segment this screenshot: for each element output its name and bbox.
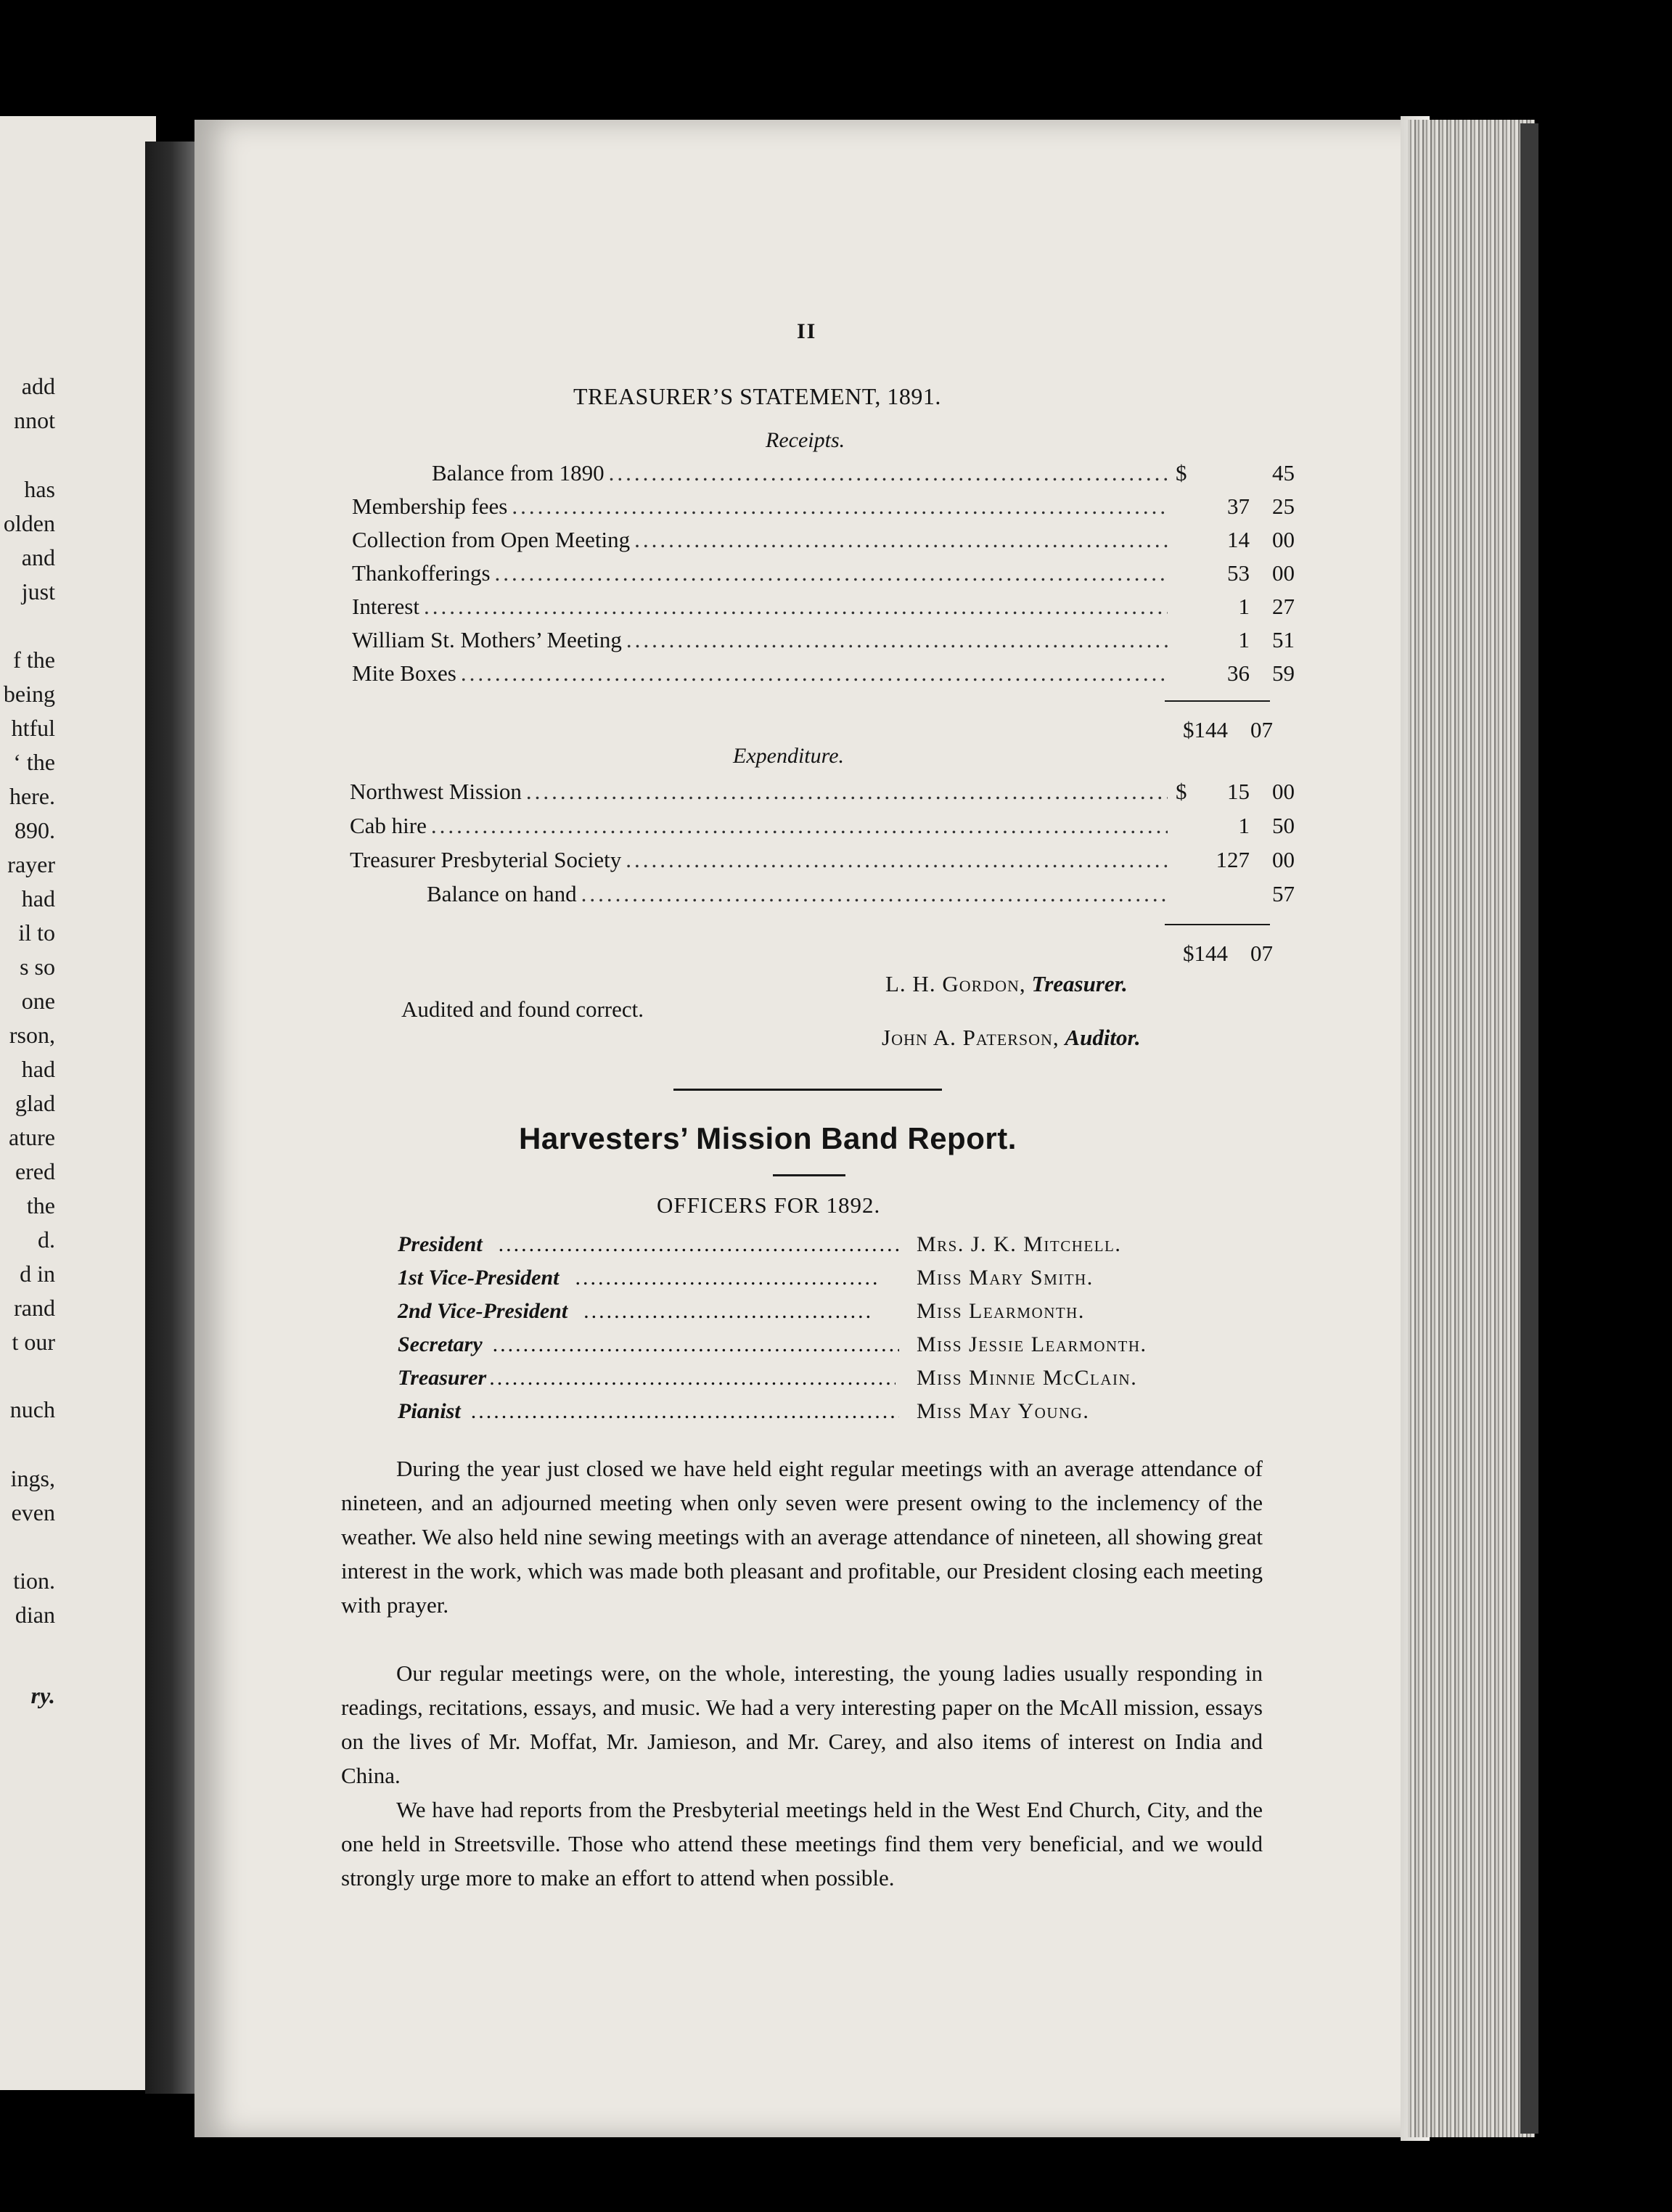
receipt-amount (1176, 460, 1295, 489)
leader-dots (499, 1232, 901, 1257)
expenditure-row (350, 813, 1172, 842)
audited-note: Audited and found correct. (401, 996, 644, 1022)
leader-dots (626, 847, 1168, 873)
treasurer-statement-title: TREASURER’S STATEMENT, 1891. (573, 383, 941, 409)
total-rule (1165, 924, 1270, 925)
officers-heading: OFFICERS FOR 1892. (657, 1192, 881, 1218)
officer-role: 1st Vice-President (398, 1266, 560, 1290)
receipt-label: Mite Boxes (352, 660, 456, 686)
amount-dollars: 1 (1238, 813, 1250, 838)
expenditure-amount (1176, 847, 1295, 876)
officer-row (398, 1232, 1210, 1266)
officer-name: Miss May Young. (917, 1399, 1090, 1423)
left-fragment: nnot (14, 407, 55, 433)
receipt-row (352, 493, 1172, 523)
left-fragment: even (11, 1499, 55, 1525)
left-fragment: ry. (30, 1682, 55, 1708)
left-fragment: olden (3, 510, 55, 536)
officer-role: 2nd Vice-President (398, 1299, 568, 1323)
officer-name: Miss Jessie Learmonth. (917, 1332, 1147, 1356)
officer-name: Miss Learmonth. (917, 1299, 1085, 1323)
report-paragraph: Our regular meetings were, on the whole, interesting, the young ladies usually responding in readings, recitations, essays, and music. We had a very interesting paper on the McAll mission, essays on the lives of Mr. Moffat, Mr. Jamieson, and Mr. Carey, and also items of interest on India and China. (341, 1660, 1263, 1788)
amount-cents: 00 (1272, 847, 1295, 872)
amount-dollars: 37 (1227, 493, 1250, 519)
amount-dollars: 36 (1227, 660, 1250, 686)
officer-name: Miss Mary Smith. (917, 1266, 1094, 1290)
dollar-sign: $ (1176, 460, 1187, 486)
total-rule (1165, 700, 1270, 702)
auditor-signature (882, 1025, 1141, 1051)
amount-dollars: 1 (1238, 594, 1250, 619)
leader-dots (489, 1366, 896, 1390)
officer-name: Miss Minnie McClain. (917, 1366, 1138, 1390)
left-fragment: rand (14, 1295, 55, 1321)
receipt-label: Membership fees (352, 493, 508, 519)
leader-dots (583, 1299, 874, 1324)
leader-dots (424, 594, 1168, 620)
leader-dots (575, 1266, 880, 1290)
officer-name: Mrs. J. K. Mitchell. (917, 1232, 1122, 1256)
left-fragment: dian (15, 1602, 55, 1628)
total-dollars: $144 (1183, 941, 1228, 966)
amount-cents: 51 (1272, 627, 1295, 652)
left-fragment: d. (38, 1226, 55, 1253)
auditor-role: Auditor. (1065, 1025, 1141, 1050)
amount-cents: 00 (1272, 527, 1295, 552)
left-fragment: had (21, 1056, 55, 1082)
receipt-row (352, 660, 1172, 689)
book-page-edges (1408, 120, 1535, 2137)
receipt-amount (1176, 560, 1295, 589)
left-fragment: tion. (13, 1568, 55, 1594)
total-cents: 07 (1250, 941, 1273, 966)
officer-role: Pianist (398, 1399, 461, 1423)
amount-cents: 00 (1272, 560, 1295, 586)
receipt-row (352, 527, 1172, 556)
officer-role: President (398, 1232, 483, 1256)
receipt-amount (1176, 627, 1295, 656)
leader-dots (581, 881, 1168, 907)
receipt-amount (1176, 594, 1295, 623)
left-fragment: rayer (7, 851, 55, 877)
leader-dots (626, 627, 1168, 653)
expenditure-amount (1176, 813, 1295, 842)
amount-cents: 50 (1272, 813, 1295, 838)
receipt-row (352, 560, 1172, 589)
expenditure-row (427, 881, 1172, 910)
left-fragment: just (21, 578, 55, 605)
left-fragment: one (21, 988, 55, 1014)
receipt-label: Balance from 1890 (432, 460, 605, 486)
dollar-sign: $ (1176, 779, 1187, 804)
book-cover-edge (1520, 123, 1538, 2134)
officer-row (398, 1366, 1210, 1399)
amount-dollars: 14 (1227, 527, 1250, 552)
leader-dots (526, 779, 1168, 805)
left-fragment: being (3, 681, 55, 707)
receipt-row (432, 460, 1172, 489)
receipt-amount (1176, 493, 1295, 523)
amount-dollars: 53 (1227, 560, 1250, 586)
officer-role: Treasurer (398, 1366, 487, 1390)
amount-cents: 57 (1272, 881, 1295, 906)
left-fragment: had (21, 885, 55, 912)
expenditure-heading: Expenditure. (733, 744, 845, 768)
receipt-label: Thankofferings (352, 560, 491, 586)
report-paragraph: We have had reports from the Presbyterial meetings held in the West End Church, City, and the one held in Streetsville. Those who attend these meetings find them very beneficial, and we would strongly urge more to make an effort to attend when possible. (341, 1797, 1263, 1891)
left-fragment: ings, (10, 1465, 55, 1491)
band-report-title: Harvesters’ Mission Band Report. (519, 1121, 1017, 1155)
title-underline (773, 1174, 845, 1176)
report-paragraph: During the year just closed we have held eight regular meetings with an average attendance of nineteen, and an adjourned meeting when only seven were present owing to the inclemency of the weather. We also held nine sewing meetings with an average attendance of nineteen, all showing great interest in the work, which was made both pleasant and profitable, our President closing each meeting with prayer. (341, 1456, 1263, 1618)
expenditure-total (1170, 941, 1273, 970)
receipt-row (352, 627, 1172, 656)
receipt-amount (1176, 660, 1295, 689)
left-fragment: nuch (9, 1396, 55, 1422)
expenditure-row (350, 779, 1172, 808)
page-number: II (797, 319, 817, 343)
left-fragment: and (21, 544, 55, 570)
amount-dollars: 1 (1238, 627, 1250, 652)
amount-dollars: 15 (1227, 779, 1250, 804)
amount-dollars: 127 (1216, 847, 1250, 872)
receipt-label: William St. Mothers’ Meeting (352, 627, 622, 652)
left-fragment: s so (20, 954, 55, 980)
left-fragment: glad (15, 1090, 55, 1116)
total-cents: 07 (1250, 717, 1273, 742)
receipt-row (352, 594, 1172, 623)
treasurer-role: Treasurer. (1031, 971, 1128, 996)
expenditure-label: Northwest Mission (350, 779, 522, 804)
left-fragment: il to (18, 919, 55, 946)
receipts-heading: Receipts. (766, 428, 845, 452)
left-page-text-column (0, 0, 55, 2212)
left-fragment: d in (20, 1261, 55, 1287)
leader-dots (471, 1399, 899, 1424)
total-dollars: $144 (1183, 717, 1228, 742)
left-fragment: rson, (9, 1022, 55, 1048)
leader-dots (512, 493, 1168, 520)
treasurer-signature (885, 971, 1128, 997)
receipt-amount (1176, 527, 1295, 556)
amount-cents: 00 (1272, 779, 1295, 804)
officer-row (398, 1266, 1210, 1299)
leader-dots (634, 527, 1168, 553)
amount-cents: 59 (1272, 660, 1295, 686)
expenditure-label: Treasurer Presbyterial Society (350, 847, 622, 872)
treasurer-name: L. H. Gordon, (885, 971, 1026, 996)
section-divider (673, 1089, 942, 1091)
receipts-total (1170, 717, 1273, 746)
amount-cents: 45 (1272, 460, 1295, 486)
officer-row (398, 1299, 1210, 1332)
left-fragment: here. (9, 783, 55, 809)
leader-dots (493, 1332, 899, 1357)
auditor-name: John A. Paterson, (882, 1025, 1060, 1050)
receipt-label: Interest (352, 594, 419, 619)
leader-dots (609, 460, 1168, 486)
leader-dots (461, 660, 1168, 687)
expenditure-amount (1176, 779, 1295, 808)
expenditure-row (350, 847, 1172, 876)
left-fragment: add (21, 373, 55, 399)
left-fragment: htful (11, 715, 55, 741)
leader-dots (495, 560, 1168, 586)
left-fragment: has (24, 476, 55, 502)
left-fragment: ered (15, 1158, 55, 1184)
left-fragment: the (26, 1192, 55, 1218)
officer-row (398, 1399, 1210, 1433)
left-fragment: f the (13, 647, 55, 673)
amount-cents: 25 (1272, 493, 1295, 519)
left-fragment: ature (9, 1124, 55, 1150)
expenditure-label: Cab hire (350, 813, 427, 838)
amount-cents: 27 (1272, 594, 1295, 619)
receipt-label: Collection from Open Meeting (352, 527, 631, 552)
officer-row (398, 1332, 1210, 1366)
expenditure-label: Balance on hand (427, 881, 577, 906)
leader-dots (431, 813, 1168, 839)
left-fragment: t our (12, 1329, 55, 1355)
left-fragment: 890. (15, 817, 55, 843)
expenditure-amount (1176, 881, 1295, 910)
left-fragment: ‘ the (13, 749, 55, 775)
officer-role: Secretary (398, 1332, 483, 1356)
